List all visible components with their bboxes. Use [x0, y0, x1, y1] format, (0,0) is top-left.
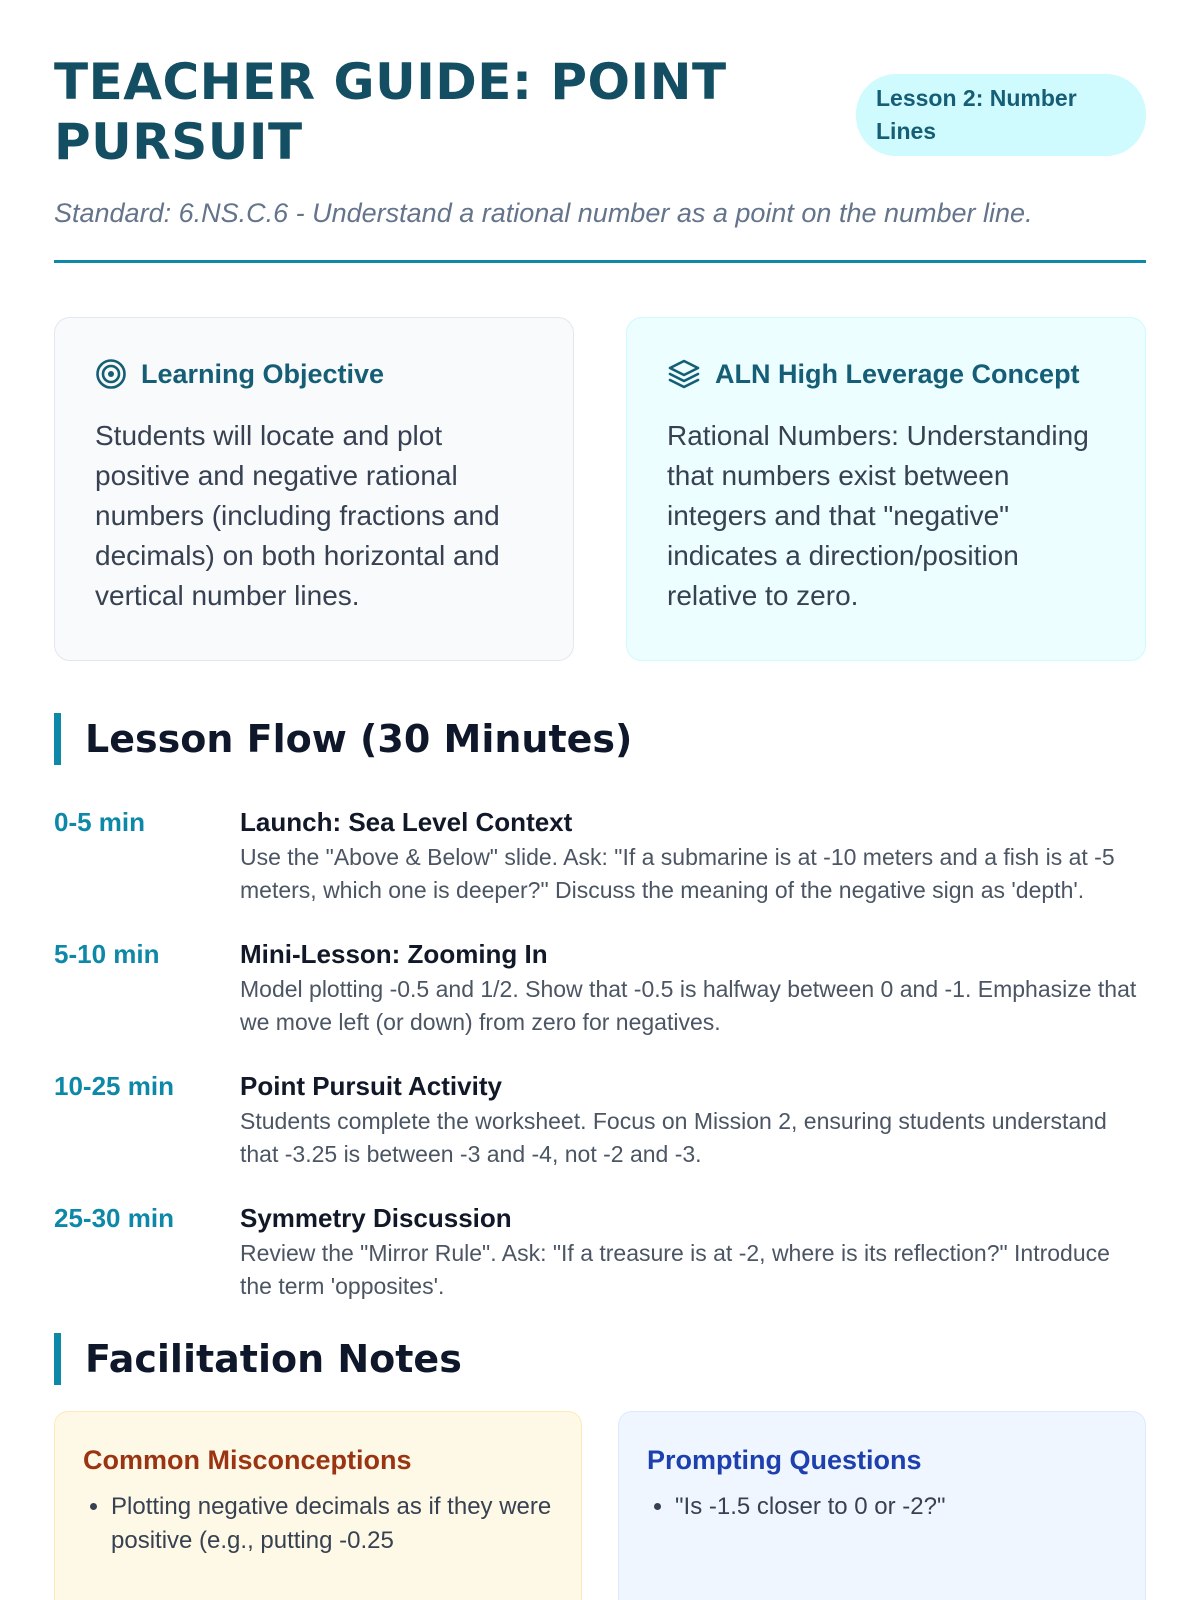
step-description: Review the "Mirror Rule". Ask: "If a treasure is at -2, where is its reflection?" Introduce the term 'opposites'. [240, 1240, 1110, 1299]
learning-objective-header [95, 358, 533, 390]
aln-concept-card [626, 317, 1146, 661]
aln-concept-title: ALN High Leverage Concept [715, 358, 1080, 389]
step-time: 10-25 min [54, 1071, 174, 1101]
step-time: 25-30 min [54, 1203, 174, 1233]
concept-cards [54, 317, 1146, 661]
step-description: Use the "Above & Below" slide. Ask: "If a submarine is at -10 meters and a fish is at -5 meters, which one is deeper?" Discuss the meaning of the negative sign as 'depth'. [240, 844, 1115, 903]
lesson-flow-heading: Lesson Flow (30 Minutes) [54, 713, 1146, 765]
list-item: • Plotting negative decimals as if they were positive (e.g., putting -0.25 [111, 1490, 553, 1558]
step-title: Mini-Lesson: Zooming In [240, 939, 548, 969]
prompting-questions-card [618, 1411, 1146, 1600]
lesson-flow-step [54, 1201, 1146, 1303]
lesson-badge: Lesson 2: Number Lines [856, 74, 1146, 156]
target-icon [95, 358, 127, 390]
guide-header [54, 0, 1146, 263]
lesson-flow-list [54, 805, 1146, 1303]
learning-objective-body: Students will locate and plot positive and negative rational numbers (including fractions and decimals) on both horizontal and vertical number lines. [95, 420, 500, 611]
lesson-flow-step [54, 1069, 1146, 1171]
misconceptions-list [83, 1490, 553, 1558]
step-time: 0-5 min [54, 807, 146, 837]
header-divider [54, 260, 1146, 263]
list-item: • "Is -1.5 closer to 0 or -2?" [675, 1490, 1117, 1524]
step-description: Model plotting -0.5 and 1/2. Show that -0.5 is halfway between 0 and -1. Emphasize that we move left (or down) from zero for negatives. [240, 976, 1137, 1035]
lesson-flow-step [54, 805, 1146, 907]
step-time: 5-10 min [54, 939, 160, 969]
misconceptions-card [54, 1411, 582, 1600]
misconceptions-title: Common Misconceptions [83, 1445, 412, 1475]
step-title: Symmetry Discussion [240, 1203, 512, 1233]
prompting-questions-list [647, 1490, 1117, 1524]
step-description: Students complete the worksheet. Focus on Mission 2, ensuring students understand that -3.25 is between -3 and -4, not -2 and -3. [240, 1108, 1107, 1167]
aln-concept-body: Rational Numbers: Understanding that numbers exist between integers and that "negative" indicates a direction/position relative to zero. [667, 420, 1089, 611]
step-title: Point Pursuit Activity [240, 1071, 502, 1101]
facilitation-notes-heading: Facilitation Notes [54, 1333, 1146, 1385]
layers-icon [667, 358, 701, 390]
standard-text: Standard: 6.NS.C.6 - Understand a rational number as a point on the number line. [54, 198, 1033, 228]
learning-objective-card [54, 317, 574, 661]
aln-concept-header [667, 358, 1105, 390]
facilitation-notes [54, 1411, 1146, 1600]
lesson-flow-step [54, 937, 1146, 1039]
prompting-questions-title: Prompting Questions [647, 1445, 922, 1475]
page-title: TEACHER GUIDE: POINT PURSUIT [54, 53, 727, 171]
learning-objective-title: Learning Objective [141, 358, 385, 389]
step-title: Launch: Sea Level Context [240, 807, 573, 837]
